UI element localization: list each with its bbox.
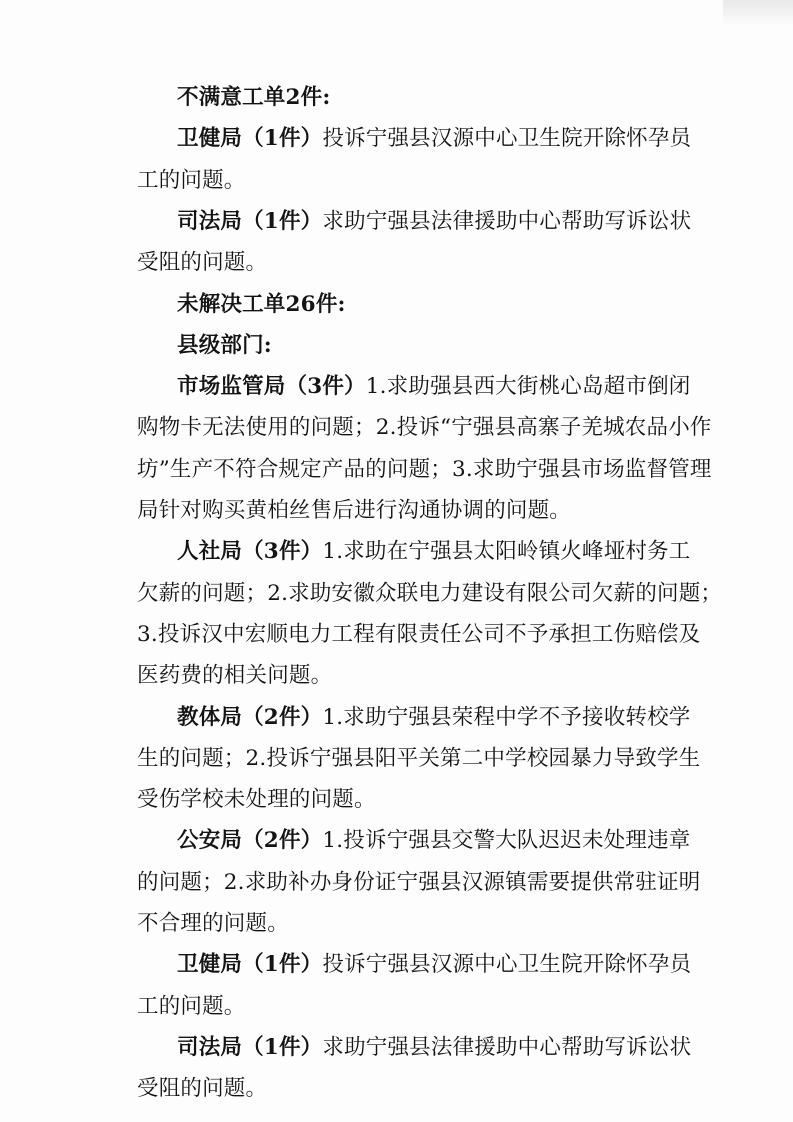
line-text: 生的问题；2.投诉宁强县阳平关第二中学校园暴力导致学生	[137, 745, 701, 771]
department-label: 教体局（2件）	[177, 704, 323, 730]
text-line	[137, 868, 701, 898]
line-text: 的问题；2.求助补办身份证宁强县汉源镇需要提供常驻证明	[137, 869, 701, 895]
text-line	[137, 248, 677, 278]
line-text: 受伤学校未处理的问题。	[137, 787, 376, 813]
text-line	[177, 703, 717, 733]
text-line	[177, 537, 717, 567]
line-text: 购物卡无法使用的问题；2.投诉“宁强县高寨子羌城农品小作	[137, 415, 712, 441]
text-line	[137, 661, 677, 691]
text-line	[177, 826, 717, 856]
heading-unresolved	[177, 290, 717, 320]
department-label: 司法局（1件）	[177, 1034, 323, 1060]
department-label: 公安局（2件）	[177, 828, 323, 854]
heading-bold: 不满意工单2件:	[177, 85, 331, 110]
text-line	[137, 1074, 677, 1104]
department-label: 人社局（3件）	[177, 539, 323, 565]
department-label: 卫健局（1件）	[177, 126, 323, 152]
line-text: 医药费的相关问题。	[137, 663, 333, 689]
text-line	[137, 413, 712, 443]
heading-bold: 未解决工单26件:	[177, 291, 346, 317]
line-text: 投诉宁强县汉源中心卫生院开除怀孕员	[322, 126, 692, 152]
text-line	[137, 579, 723, 609]
line-text: 投诉宁强县汉源中心卫生院开除怀孕员	[322, 952, 692, 978]
text-line	[137, 992, 677, 1022]
text-line	[137, 620, 701, 650]
line-text: 坊”生产不符合规定产品的问题；3.求助宁强县市场监督管理	[137, 456, 712, 482]
line-text: 不合理的问题。	[137, 911, 289, 936]
department-label: 卫健局（1件）	[177, 952, 323, 978]
line-text: 受阻的问题。	[137, 1076, 268, 1102]
scan-corner-shadow	[723, 0, 793, 26]
line-text: 1.求助宁强县荣程中学不予接收转校学	[322, 704, 691, 730]
text-line	[177, 124, 717, 154]
text-line	[137, 496, 677, 526]
line-text: 3.投诉汉中宏顺电力工程有限责任公司不予承担工伤赔偿及	[137, 621, 701, 647]
text-line	[177, 372, 717, 402]
line-text: 工的问题。	[137, 167, 246, 193]
text-line	[137, 744, 701, 774]
department-label: 市场监管局（3件）	[177, 374, 366, 400]
heading-bold: 县级部门:	[177, 332, 272, 358]
line-text: 1.求助在宁强县太阳岭镇火峰垭村务工	[322, 539, 691, 565]
line-text: 局针对购买黄柏丝售后进行沟通协调的问题。	[137, 498, 572, 523]
line-text: 1.投诉宁强县交警大队迟迟未处理违章	[322, 828, 691, 854]
text-line	[177, 207, 717, 237]
line-text: 1.求助强县西大街桃心岛超市倒闭	[365, 374, 691, 400]
department-label: 司法局（1件）	[177, 208, 323, 234]
text-line	[137, 166, 677, 196]
text-line	[177, 1033, 717, 1063]
line-text: 工的问题。	[137, 993, 246, 1019]
line-text: 受阻的问题。	[137, 250, 268, 276]
text-line	[177, 950, 717, 980]
text-line	[137, 455, 712, 485]
heading-unsatisfied	[177, 83, 717, 113]
line-text: 求助宁强县法律援助中心帮助写诉讼状	[322, 1034, 692, 1060]
heading-county-departments	[177, 331, 717, 361]
line-text: 欠薪的问题；2.求助安徽众联电力建设有限公司欠薪的问题；	[137, 580, 723, 606]
text-line	[137, 785, 677, 815]
text-line	[137, 909, 677, 939]
line-text: 求助宁强县法律援助中心帮助写诉讼状	[322, 208, 692, 234]
